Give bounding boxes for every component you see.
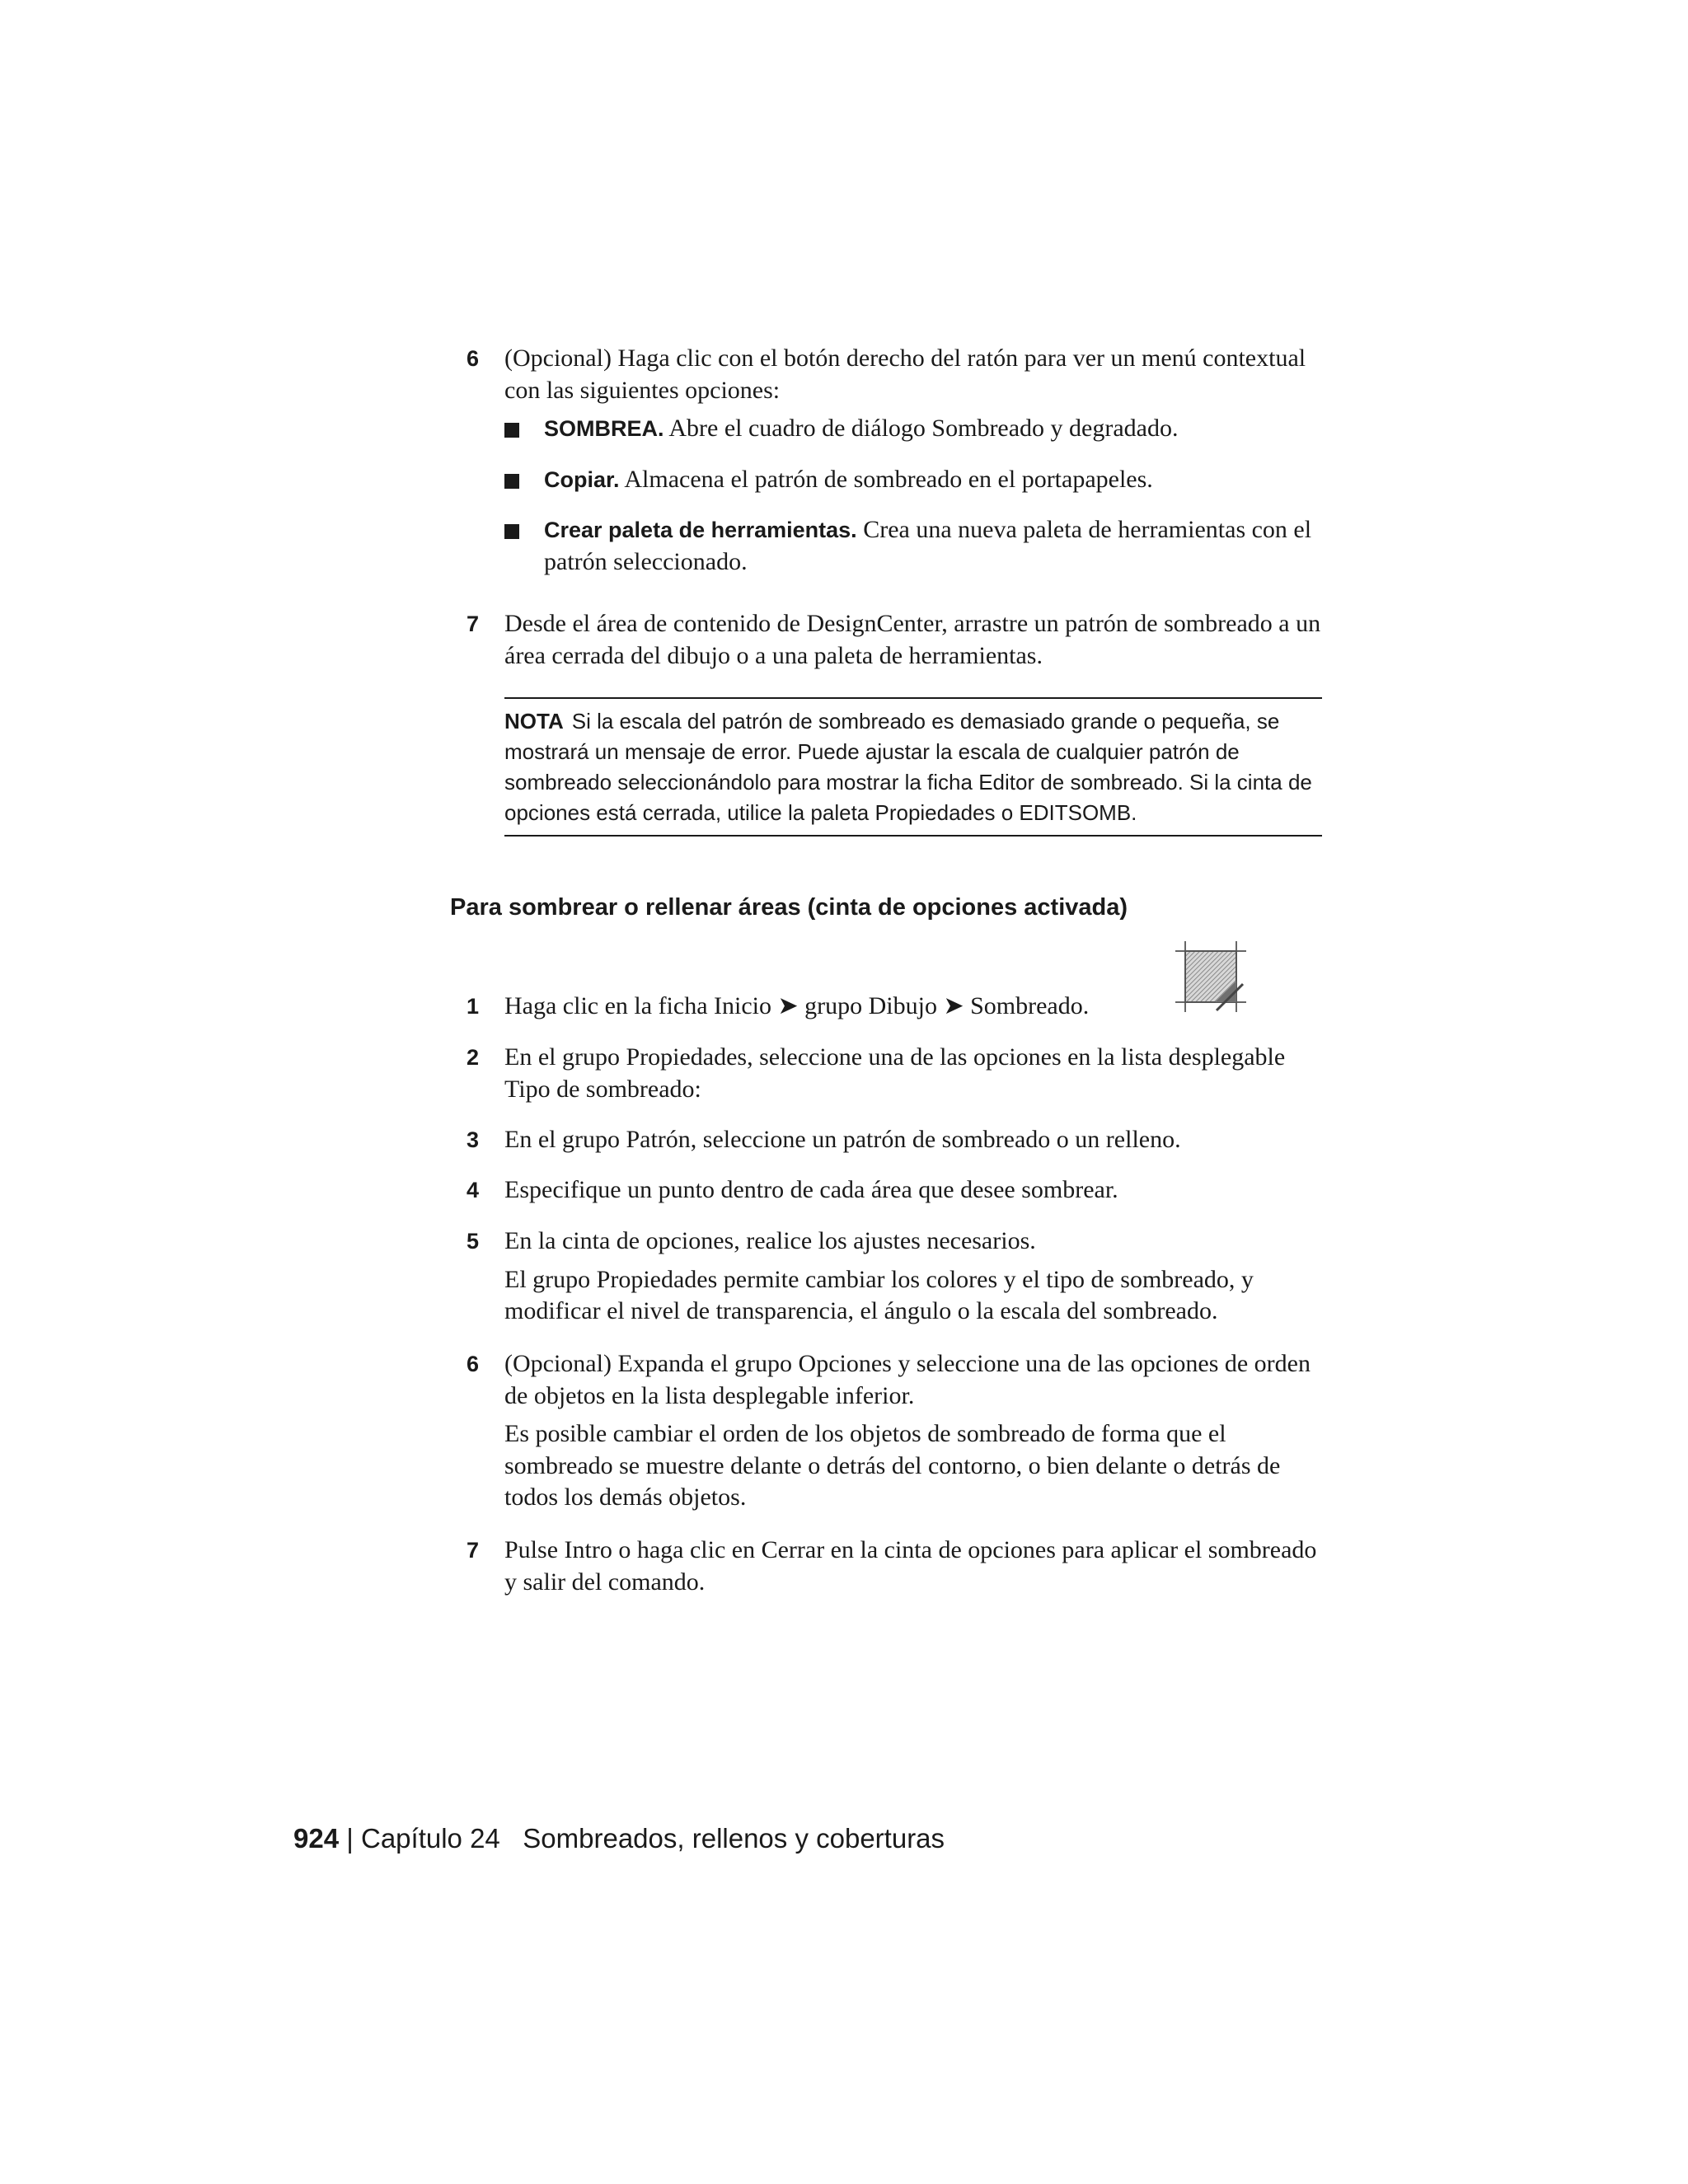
footer-separator: | bbox=[339, 1823, 361, 1854]
bullet-item bbox=[504, 464, 1337, 496]
note-text: Si la escala del patrón de sombreado es demasiado grande o pequeña, se mostrará un mensaje de error. Puede ajustar la escala de cualquier patrón de sombreado seleccionándolo para mostrar la ficha Editor de sombreado. Si la cinta de opciones está cerrada, utilice la paleta Propiedades o EDITSOMB. bbox=[504, 709, 1312, 825]
page-number: 924 bbox=[293, 1823, 340, 1854]
page-footer bbox=[293, 1821, 945, 1856]
bullet-text: Crea una nueva paleta de herramientas con el patrón seleccionado. bbox=[544, 516, 1312, 575]
step-number: 7 bbox=[467, 612, 480, 636]
step-text: Desde el área de contenido de DesignCenter, arrastre un patrón de sombreado a un área cerrada del dibujo o a una paleta de herramientas. bbox=[504, 610, 1321, 669]
step-text: (Opcional) Haga clic con el botón derecho del ratón para ver un menú contextual con las siguientes opciones: bbox=[504, 344, 1306, 404]
step-number: 5 bbox=[467, 1229, 480, 1254]
bullet-term: Copiar. bbox=[544, 467, 620, 492]
bullet-term: SOMBREA. bbox=[544, 416, 664, 441]
bullet-text: Abre el cuadro de diálogo Sombreado y degradado. bbox=[668, 415, 1179, 442]
step-number: 6 bbox=[467, 346, 480, 371]
bullet-item bbox=[504, 514, 1337, 578]
section-heading: Para sombrear o rellenar áreas (cinta de opciones activada) bbox=[450, 894, 1128, 921]
step-text: En la cinta de opciones, realice los ajustes necesarios. bbox=[504, 1227, 1036, 1254]
note-box bbox=[504, 697, 1322, 837]
step-number: 6 bbox=[467, 1352, 480, 1376]
step-item bbox=[467, 1174, 1332, 1207]
bullet-item bbox=[504, 413, 1337, 445]
step-number: 1 bbox=[467, 994, 480, 1019]
step-text: (Opcional) Expanda el grupo Opciones y seleccione una de las opciones de orden de objetos en la lista desplegable inferior. bbox=[504, 1350, 1311, 1409]
chapter-title: Capítulo 24 Sombreados, rellenos y coberturas bbox=[360, 1823, 945, 1854]
bullet-term: Crear paleta de herramientas. bbox=[544, 518, 857, 542]
bullet-square-icon bbox=[504, 423, 519, 438]
step-item bbox=[467, 343, 1332, 406]
step-text: Especifique un punto dentro de cada área que desee sombrear. bbox=[504, 1176, 1118, 1203]
step-text: En el grupo Propiedades, seleccione una de las opciones en la lista desplegable Tipo de sombreado: bbox=[504, 1043, 1286, 1103]
bullet-text: Almacena el patrón de sombreado en el portapapeles. bbox=[624, 466, 1153, 493]
bullet-square-icon bbox=[504, 524, 519, 539]
step-number: 3 bbox=[467, 1127, 480, 1152]
step-item bbox=[467, 1535, 1332, 1598]
step-number: 4 bbox=[467, 1178, 480, 1202]
step-item bbox=[467, 1226, 1332, 1328]
step-detail: Es posible cambiar el orden de los objetos de sombreado de forma que el sombreado se muestre delante o detrás del contorno, o bien delante o detrás de todos los demás objetos. bbox=[504, 1420, 1281, 1511]
bullet-square-icon bbox=[504, 474, 519, 489]
step-detail: El grupo Propiedades permite cambiar los colores y el tipo de sombreado, y modificar el nivel de transparencia, el ángulo o la escala del sombreado. bbox=[504, 1265, 1254, 1324]
step-text: En el grupo Patrón, seleccione un patrón de sombreado o un relleno. bbox=[504, 1126, 1181, 1153]
step-item bbox=[467, 1124, 1332, 1156]
step-item bbox=[467, 1042, 1332, 1105]
step-number: 7 bbox=[467, 1538, 480, 1563]
step-text: Haga clic en la ficha Inicio ➤ grupo Dibujo ➤ Sombreado. bbox=[504, 992, 1090, 1019]
step-text: Pulse Intro o haga clic en Cerrar en la cinta de opciones para aplicar el sombreado y salir del comando. bbox=[504, 1536, 1317, 1596]
note-label: NOTA bbox=[504, 709, 564, 733]
step-number: 2 bbox=[467, 1045, 480, 1070]
step-item bbox=[467, 1348, 1332, 1514]
step-item bbox=[467, 608, 1332, 672]
step-item bbox=[467, 991, 1332, 1023]
